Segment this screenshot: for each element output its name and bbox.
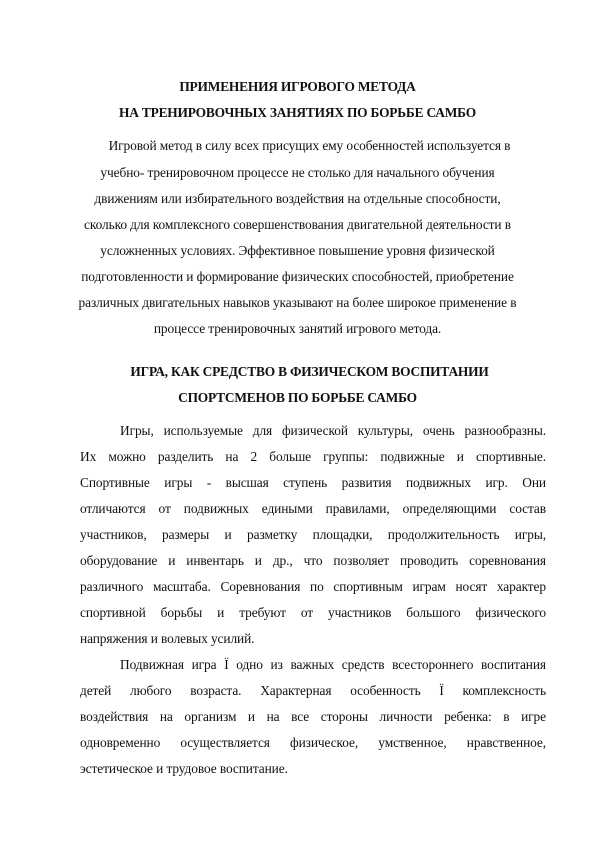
paragraph-line: Спортивные игры - высшая ступень развития подвижных игр. Они (80, 475, 546, 490)
intro-line: учебно- тренировочном процессе не столько для начального обучения (100, 165, 495, 180)
intro-line: усложненных условиях. Эффективное повышение уровня физической (100, 243, 495, 258)
intro-line: различных двигательных навыков указывают на более широкое применение в (78, 295, 517, 310)
paragraph-line: воздействия на организм и на все стороны личности ребенка: в игре (80, 709, 546, 724)
paragraph-line: эстетическое и трудовое воспитание. (80, 761, 288, 776)
paragraph-line: спортивной борьбы и требуют от участников большого физического (80, 605, 546, 620)
section-heading-line-1: ИГРА, КАК СРЕДСТВО В ФИЗИЧЕСКОМ ВОСПИТАНИИ (130, 364, 489, 379)
paragraph-line: напряжения и волевых усилий. (80, 631, 255, 646)
title-line-2: НА ТРЕНИРОВОЧНЫХ ЗАНЯТИЯХ ПО БОРЬБЕ САМБО (119, 105, 476, 120)
intro-line: движениям или избирательного воздействия на отдельные способности, (94, 191, 501, 206)
paragraph-line: детей любого возраста. Характерная особенность Ї комплексность (80, 683, 546, 698)
paragraph-line: оборудование и инвентарь и др., что позволяет проводить соревнования (80, 553, 546, 568)
paragraph-line: одновременно осуществляется физическое, умственное, нравственное, (80, 735, 546, 750)
paragraph-line: участников, размеры и разметку площадки, продолжительность игры, (80, 527, 546, 542)
paragraph-line: Подвижная игра Ї одно из важных средств всестороннего воспитания (120, 657, 546, 672)
paragraph-line: Их можно разделить на 2 больше группы: подвижные и спортивные. (80, 449, 546, 464)
title-line-1: ПРИМЕНЕНИЯ ИГРОВОГО МЕТОДА (179, 79, 416, 94)
paragraph-line: отличаются от подвижных едиными правилами, определяющими состав (80, 501, 546, 516)
paragraph-line: различного масштаба. Соревнования по спортивным играм носят характер (80, 579, 546, 594)
intro-line: процессе тренировочных занятий игрового метода. (153, 321, 442, 336)
section-heading-line-2: СПОРТСМЕНОВ ПО БОРЬБЕ САМБО (178, 390, 417, 405)
intro-line: Игровой метод в силу всех присущих ему особенностей используется в (108, 138, 511, 153)
intro-line: подготовленности и формирование физических способностей, приобретение (81, 269, 514, 284)
paragraph-line: Игры, используемые для физической культуры, очень разнообразны. (120, 423, 546, 438)
intro-line: сколько для комплексного совершенствования двигательной деятельности в (84, 217, 511, 232)
